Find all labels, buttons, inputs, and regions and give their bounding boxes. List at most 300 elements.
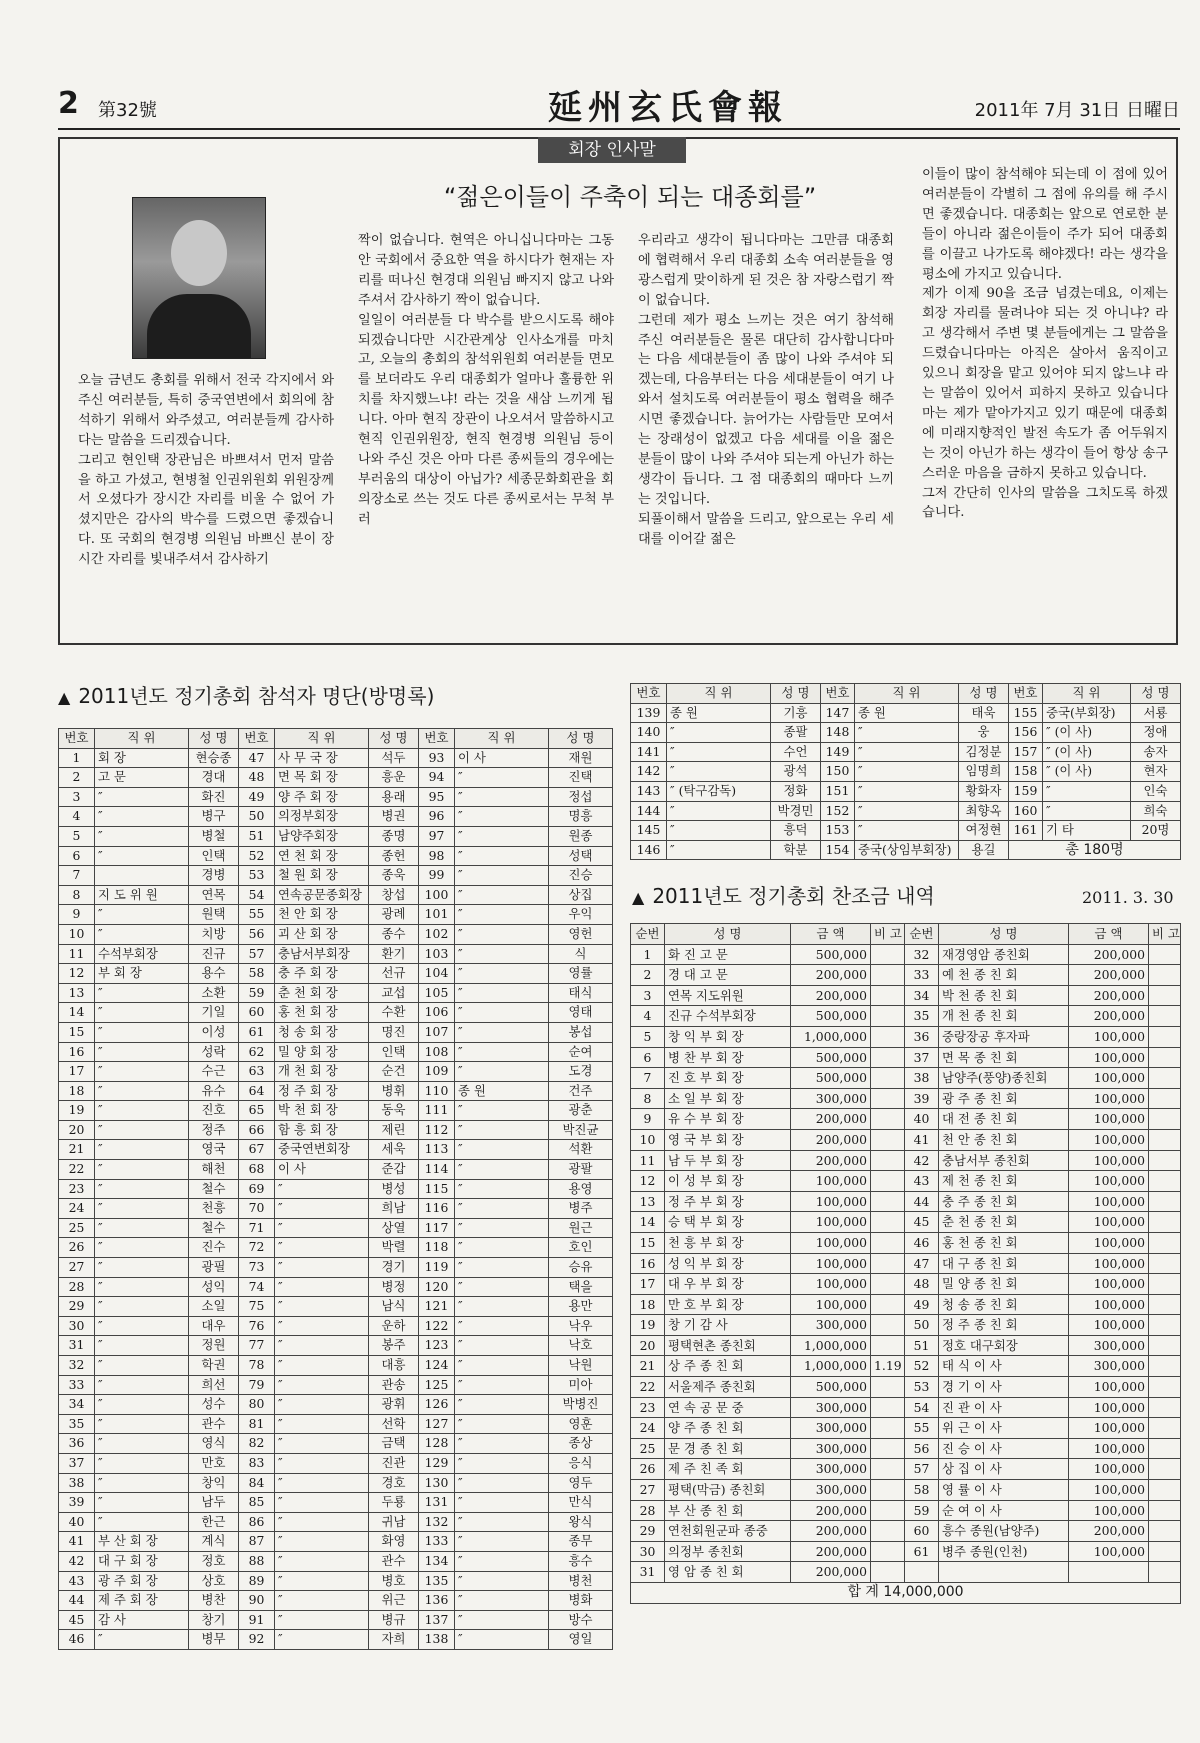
row-number: 40	[59, 1512, 95, 1532]
position-cell: 이 사	[455, 748, 549, 768]
row-number: 99	[419, 866, 455, 886]
row-number: 3	[631, 985, 665, 1006]
row-number: 18	[631, 1294, 665, 1315]
row-number: 88	[239, 1551, 275, 1571]
position-cell: ″	[95, 1218, 189, 1238]
table-row	[59, 1453, 613, 1473]
amount-cell: 100,000	[1069, 1088, 1149, 1109]
position-cell: ″	[275, 1375, 369, 1395]
position-cell: ″	[275, 1356, 369, 1376]
position-cell: 청 송 회 장	[275, 1022, 369, 1042]
position-cell: 충 주 회 장	[275, 964, 369, 984]
row-number: 101	[419, 905, 455, 925]
note-cell	[871, 1377, 905, 1398]
row-number: 131	[419, 1493, 455, 1513]
row-number: 114	[419, 1160, 455, 1180]
name-cell: 서룡	[1131, 703, 1181, 723]
note-cell	[1149, 1418, 1181, 1439]
name-cell: 건주	[549, 1081, 613, 1101]
greeting-column-4: 이들이 많이 참석해야 되는데 이 점에 있어 여러분들이 각별히 그 점에 유의를 해 주시면 좋겠습니다. 대종회는 앞으로 연로한 분들이 아니라 젊은이들이 주가 되어 대종회를 이끌고 나가도록 해야겠다! 라는 생각을 평소에 가지고 있습니다. 제가 이제 90을 조금 넘겼는데요, 이제는 회장 자리를 물려나야 되는 것 아니냐? 라고 생각해서 주변 몇 분들에게는 그 말씀을 드렸습니다마는 아직은 살아서 움직이고 있으니 회장을 맡고 있어야 되지 않느냐 라는 말씀이 있어서 피하지 못하고 있습니다마는 제가 맡아가지고 있기 때문에 대종회에 미래지향적인 발전 속도가 좀 어두워지는 것이 아닌가 하는 생각이 들어 항상 송구스러운 마음을 금하지 못하고 있습니다. 그저 간단히 인사의 말씀을 그치도록 하겠습니다.	[922, 167, 1168, 521]
amount-cell: 200,000	[791, 1521, 871, 1542]
row-number: 116	[419, 1199, 455, 1219]
note-cell	[871, 1191, 905, 1212]
row-number: 37	[905, 1047, 939, 1068]
name-cell: 광팔	[549, 1160, 613, 1180]
row-number: 64	[239, 1081, 275, 1101]
name-cell: 계식	[189, 1532, 239, 1552]
name-cell: 종수	[369, 924, 419, 944]
donor-cell: 위 근 이 사	[939, 1418, 1069, 1439]
position-cell: ″	[275, 1238, 369, 1258]
row-number: 42	[59, 1551, 95, 1571]
row-number: 26	[631, 1459, 665, 1480]
row-number: 136	[419, 1591, 455, 1611]
position-cell: ″	[455, 1238, 549, 1258]
donor-cell: 대 우 부 회 장	[665, 1274, 791, 1295]
position-cell: ″	[667, 821, 771, 841]
amount-cell: 300,000	[791, 1480, 871, 1501]
position-cell: ″	[95, 1238, 189, 1258]
note-cell	[1149, 1438, 1181, 1459]
row-number: 75	[239, 1297, 275, 1317]
row-number: 56	[239, 924, 275, 944]
table-row	[631, 1377, 1181, 1398]
table-row	[59, 1512, 613, 1532]
name-cell: 희숙	[1131, 801, 1181, 821]
name-cell: 순여	[549, 1042, 613, 1062]
position-cell: ″	[95, 1179, 189, 1199]
name-cell: 영두	[549, 1473, 613, 1493]
row-number: 11	[59, 944, 95, 964]
triangle-icon: ▲	[632, 888, 645, 907]
row-number: 110	[419, 1081, 455, 1101]
row-number: 30	[59, 1316, 95, 1336]
position-cell: ″	[95, 1042, 189, 1062]
amount-cell: 1,000,000	[791, 1026, 871, 1047]
donor-cell: 화 진 고 문	[665, 944, 791, 965]
amount-cell: 300,000	[791, 1397, 871, 1418]
position-cell: 천 안 회 장	[275, 905, 369, 925]
row-number: 34	[59, 1395, 95, 1415]
name-cell: 정주	[189, 1120, 239, 1140]
row-number: 12	[631, 1171, 665, 1192]
table-row	[59, 1610, 613, 1630]
table-row	[631, 1212, 1181, 1233]
attendees-section-title: ▲ 2011년도 정기총회 참석자 명단(방명록)	[58, 684, 435, 708]
donations-section-title: ▲ 2011년도 정기총회 찬조금 내역	[632, 884, 935, 908]
column-header: 성 명	[939, 924, 1069, 945]
amount-cell: 300,000	[791, 1315, 871, 1336]
amount-cell	[1069, 1562, 1149, 1583]
row-number: 10	[59, 924, 95, 944]
column-header: 성 명	[549, 729, 613, 749]
table-row	[59, 1258, 613, 1278]
row-number: 147	[821, 703, 855, 723]
name-cell: 광필	[189, 1258, 239, 1278]
row-number: 106	[419, 1003, 455, 1023]
attendees-table-continued	[630, 683, 1181, 860]
row-number: 148	[821, 723, 855, 743]
name-cell: 식	[549, 944, 613, 964]
name-cell: 박진균	[549, 1120, 613, 1140]
name-cell: 교섭	[369, 983, 419, 1003]
name-cell: 병철	[189, 826, 239, 846]
row-number: 14	[59, 1003, 95, 1023]
position-cell: ″	[95, 1062, 189, 1082]
table-row	[59, 983, 613, 1003]
position-cell: 철 원 회 장	[275, 866, 369, 886]
name-cell: 병규	[369, 1610, 419, 1630]
row-number: 21	[631, 1356, 665, 1377]
name-cell: 금택	[369, 1434, 419, 1454]
attendees-total: 총 180명	[1009, 840, 1181, 860]
name-cell: 한근	[189, 1512, 239, 1532]
name-cell: 원택	[189, 905, 239, 925]
row-number	[905, 1562, 939, 1583]
name-cell: 인택	[369, 1042, 419, 1062]
position-cell: 지 도 위 원	[95, 885, 189, 905]
donor-cell: 정 주 종 친 회	[939, 1315, 1069, 1336]
position-cell: ″	[855, 762, 959, 782]
position-cell: ″	[95, 1434, 189, 1454]
row-number: 82	[239, 1434, 275, 1454]
row-number: 28	[59, 1277, 95, 1297]
name-cell: 상집	[549, 885, 613, 905]
name-cell: 인숙	[1131, 781, 1181, 801]
row-number: 5	[59, 826, 95, 846]
donor-cell: 승 택 부 회 장	[665, 1212, 791, 1233]
name-cell: 연목	[189, 885, 239, 905]
row-number: 70	[239, 1199, 275, 1219]
amount-cell: 300,000	[1069, 1356, 1149, 1377]
row-number: 85	[239, 1493, 275, 1513]
table-row	[59, 1591, 613, 1611]
position-cell: 부 산 회 장	[95, 1532, 189, 1552]
position-cell: ″	[455, 1610, 549, 1630]
row-number: 59	[239, 983, 275, 1003]
name-cell: 상열	[369, 1218, 419, 1238]
row-number: 104	[419, 964, 455, 984]
row-number: 20	[59, 1120, 95, 1140]
amount-cell: 100,000	[1069, 1150, 1149, 1171]
name-cell: 박렬	[369, 1238, 419, 1258]
note-cell: 1.19	[871, 1356, 905, 1377]
position-cell: ″	[455, 826, 549, 846]
amount-cell: 200,000	[791, 1500, 871, 1521]
table-row	[59, 1199, 613, 1219]
table-row	[631, 762, 1181, 782]
row-number: 97	[419, 826, 455, 846]
row-number: 34	[905, 985, 939, 1006]
row-number: 58	[905, 1480, 939, 1501]
note-cell	[871, 1068, 905, 1089]
name-cell: 철수	[189, 1179, 239, 1199]
position-cell: ″	[455, 964, 549, 984]
name-cell: 희선	[189, 1375, 239, 1395]
donations-date: 2011. 3. 30	[1082, 888, 1174, 907]
table-row	[59, 1356, 613, 1376]
greeting-column-1: 오늘 금년도 총회를 위해서 전국 각지에서 와주신 여러분들, 특히 중국연변에서 회의에 참석하기 위해서 와주셨고, 여러분들께 감사하다는 말씀을 드리겠습니다. 그리고 현인택 장관님은 바쁘셔서 먼저 말씀을 하고 가셨고, 현병철 인권위원회 위원장께서 오셨다가 장시간 자리를 비울 수 없어 가셨지만은 감사의 박수를 드렸으면 좋겠습니다. 또 국회의 현경병 의원님 바쁘신 분이 장시간 자리를 빛내주셔서 감사하기	[78, 373, 334, 568]
table-row	[59, 1414, 613, 1434]
note-cell	[871, 1335, 905, 1356]
row-number: 41	[59, 1532, 95, 1552]
amount-cell: 200,000	[1069, 965, 1149, 986]
note-cell	[1149, 1541, 1181, 1562]
amount-cell: 300,000	[1069, 1335, 1149, 1356]
position-cell: ″	[455, 1493, 549, 1513]
donor-cell: 충 주 종 친 회	[939, 1191, 1069, 1212]
row-number: 50	[905, 1315, 939, 1336]
row-number: 128	[419, 1434, 455, 1454]
note-cell	[871, 1418, 905, 1439]
note-cell	[1149, 1480, 1181, 1501]
table-row	[59, 1493, 613, 1513]
row-number: 6	[631, 1047, 665, 1068]
row-number: 46	[905, 1232, 939, 1253]
row-number: 38	[905, 1068, 939, 1089]
name-cell: 태식	[549, 983, 613, 1003]
name-cell: 현승종	[189, 748, 239, 768]
row-number: 57	[239, 944, 275, 964]
row-number: 121	[419, 1297, 455, 1317]
row-number: 7	[59, 866, 95, 886]
table-row	[59, 1571, 613, 1591]
column-header: 직 위	[1043, 684, 1131, 704]
note-cell	[1149, 1500, 1181, 1521]
table-row	[59, 748, 613, 768]
table-row	[631, 1541, 1181, 1562]
note-cell	[1149, 1068, 1181, 1089]
note-cell	[871, 965, 905, 986]
row-number: 107	[419, 1022, 455, 1042]
row-number: 44	[59, 1591, 95, 1611]
row-number: 11	[631, 1150, 665, 1171]
position-cell: ″	[455, 1336, 549, 1356]
row-number: 15	[59, 1022, 95, 1042]
donor-cell: 경 기 이 사	[939, 1377, 1069, 1398]
row-number: 22	[631, 1377, 665, 1398]
table-row	[631, 703, 1181, 723]
table-row	[59, 1375, 613, 1395]
row-number: 23	[59, 1179, 95, 1199]
note-cell	[1149, 1274, 1181, 1295]
row-number: 65	[239, 1101, 275, 1121]
row-number: 60	[905, 1521, 939, 1542]
position-cell: 부 회 장	[95, 964, 189, 984]
name-cell: 순건	[369, 1062, 419, 1082]
position-cell: ″	[455, 1101, 549, 1121]
position-cell: ″	[95, 1297, 189, 1317]
row-number: 103	[419, 944, 455, 964]
table-row	[59, 1316, 613, 1336]
donor-cell: 연 속 공 문 중	[665, 1397, 791, 1418]
amount-cell: 200,000	[791, 1562, 871, 1583]
row-number: 80	[239, 1395, 275, 1415]
position-cell: 양 주 회 장	[275, 787, 369, 807]
donor-cell: 청 송 종 친 회	[939, 1294, 1069, 1315]
note-cell	[1149, 1191, 1181, 1212]
position-cell: ″	[275, 1395, 369, 1415]
note-cell	[871, 1480, 905, 1501]
row-number: 39	[905, 1088, 939, 1109]
position-cell: ″	[95, 1003, 189, 1023]
donor-cell: 충남서부 종친회	[939, 1150, 1069, 1171]
position-cell: ″	[455, 905, 549, 925]
name-cell: 재원	[549, 748, 613, 768]
donor-cell: 대 전 종 친 회	[939, 1109, 1069, 1130]
row-number: 33	[905, 965, 939, 986]
row-number: 1	[631, 944, 665, 965]
row-number: 8	[59, 885, 95, 905]
row-number: 91	[239, 1610, 275, 1630]
row-number: 20	[631, 1335, 665, 1356]
row-number: 19	[631, 1315, 665, 1336]
name-cell: 20명	[1131, 821, 1181, 841]
name-cell: 김정분	[959, 742, 1009, 762]
note-cell	[871, 1541, 905, 1562]
donor-cell: 상 주 종 친 회	[665, 1356, 791, 1377]
position-cell: ″	[667, 762, 771, 782]
donor-cell: 순 여 이 사	[939, 1500, 1069, 1521]
position-cell: ″	[455, 768, 549, 788]
name-cell: 만호	[189, 1453, 239, 1473]
amount-cell: 200,000	[1069, 944, 1149, 965]
name-cell: 성락	[189, 1042, 239, 1062]
position-cell: 광 주 회 장	[95, 1571, 189, 1591]
row-number: 81	[239, 1414, 275, 1434]
name-cell: 용길	[959, 840, 1009, 860]
table-row	[59, 944, 613, 964]
amount-cell: 100,000	[1069, 1459, 1149, 1480]
table-row	[631, 985, 1181, 1006]
column-header: 성 명	[1131, 684, 1181, 704]
table-row	[631, 1583, 1181, 1604]
position-cell: 개 천 회 장	[275, 1062, 369, 1082]
note-cell	[1149, 944, 1181, 965]
row-number: 119	[419, 1258, 455, 1278]
row-number: 123	[419, 1336, 455, 1356]
position-cell: ″	[95, 1081, 189, 1101]
row-number: 159	[1009, 781, 1043, 801]
row-number: 55	[239, 905, 275, 925]
position-cell: 의정부회장	[275, 807, 369, 827]
row-number: 54	[239, 885, 275, 905]
position-cell: 회 장	[95, 748, 189, 768]
position-cell: 이 사	[275, 1160, 369, 1180]
name-cell: 이성	[189, 1022, 239, 1042]
amount-cell: 200,000	[1069, 1521, 1149, 1542]
row-number: 33	[59, 1375, 95, 1395]
name-cell: 용수	[189, 964, 239, 984]
note-cell	[871, 1212, 905, 1233]
row-number: 67	[239, 1140, 275, 1160]
row-number: 158	[1009, 762, 1043, 782]
name-cell: 영식	[189, 1434, 239, 1454]
page-header	[58, 80, 1180, 130]
position-cell: ″	[275, 1414, 369, 1434]
position-cell: ″	[95, 787, 189, 807]
amount-cell: 100,000	[1069, 1171, 1149, 1192]
name-cell: 병찬	[189, 1591, 239, 1611]
note-cell	[871, 985, 905, 1006]
row-number: 25	[631, 1438, 665, 1459]
position-cell: ″	[455, 866, 549, 886]
row-number: 78	[239, 1356, 275, 1376]
row-number: 24	[59, 1199, 95, 1219]
row-number: 52	[239, 846, 275, 866]
column-header: 성 명	[189, 729, 239, 749]
position-cell: ″	[95, 983, 189, 1003]
donor-cell: 제 주 친 족 회	[665, 1459, 791, 1480]
position-cell: ″	[855, 821, 959, 841]
name-cell: 병천	[549, 1571, 613, 1591]
note-cell	[871, 1006, 905, 1027]
table-row	[59, 1160, 613, 1180]
name-cell: 경대	[189, 768, 239, 788]
note-cell	[1149, 1129, 1181, 1150]
position-cell: ″	[275, 1336, 369, 1356]
column-header: 비 고	[871, 924, 905, 945]
position-cell: ″	[275, 1610, 369, 1630]
position-cell: ″	[275, 1316, 369, 1336]
name-cell: 병무	[189, 1630, 239, 1650]
name-cell: 영국	[189, 1140, 239, 1160]
donor-cell: 재경영암 종친회	[939, 944, 1069, 965]
donor-cell: 영 률 이 사	[939, 1480, 1069, 1501]
name-cell: 용영	[549, 1179, 613, 1199]
name-cell: 학분	[771, 840, 821, 860]
donor-cell: 연천회원군파 종중	[665, 1521, 791, 1542]
row-number: 100	[419, 885, 455, 905]
table-row	[631, 1335, 1181, 1356]
amount-cell: 200,000	[791, 1109, 871, 1130]
row-number: 156	[1009, 723, 1043, 743]
name-cell: 진수	[189, 1238, 239, 1258]
donor-cell: 면 목 종 친 회	[939, 1047, 1069, 1068]
name-cell: 기일	[189, 1003, 239, 1023]
name-cell: 관수	[369, 1551, 419, 1571]
amount-cell: 100,000	[1069, 1232, 1149, 1253]
row-number: 14	[631, 1212, 665, 1233]
row-number: 31	[631, 1562, 665, 1583]
row-number: 49	[239, 787, 275, 807]
amount-cell: 100,000	[1069, 1438, 1149, 1459]
row-number: 9	[59, 905, 95, 925]
name-cell: 우익	[549, 905, 613, 925]
row-number: 49	[905, 1294, 939, 1315]
name-cell: 동욱	[369, 1101, 419, 1121]
table-row	[59, 1336, 613, 1356]
row-number: 105	[419, 983, 455, 1003]
donor-cell: 예 천 종 친 회	[939, 965, 1069, 986]
amount-cell: 500,000	[791, 1377, 871, 1398]
donor-cell: 진규 수석부회장	[665, 1006, 791, 1027]
row-number: 6	[59, 846, 95, 866]
note-cell	[871, 1150, 905, 1171]
amount-cell: 200,000	[1069, 985, 1149, 1006]
position-cell: ″	[455, 1160, 549, 1180]
greeting-headline: “젊은이들이 주축이 되는 대종회를”	[443, 183, 817, 211]
row-number: 146	[631, 840, 667, 860]
row-number: 46	[59, 1630, 95, 1650]
name-cell: 소일	[189, 1297, 239, 1317]
name-cell: 제린	[369, 1120, 419, 1140]
column-header: 번호	[1009, 684, 1043, 704]
position-cell: 사 무 국 장	[275, 748, 369, 768]
donor-cell: 천 흥 부 회 장	[665, 1232, 791, 1253]
name-cell: 선규	[369, 964, 419, 984]
donor-cell: 정 주 부 회 장	[665, 1191, 791, 1212]
